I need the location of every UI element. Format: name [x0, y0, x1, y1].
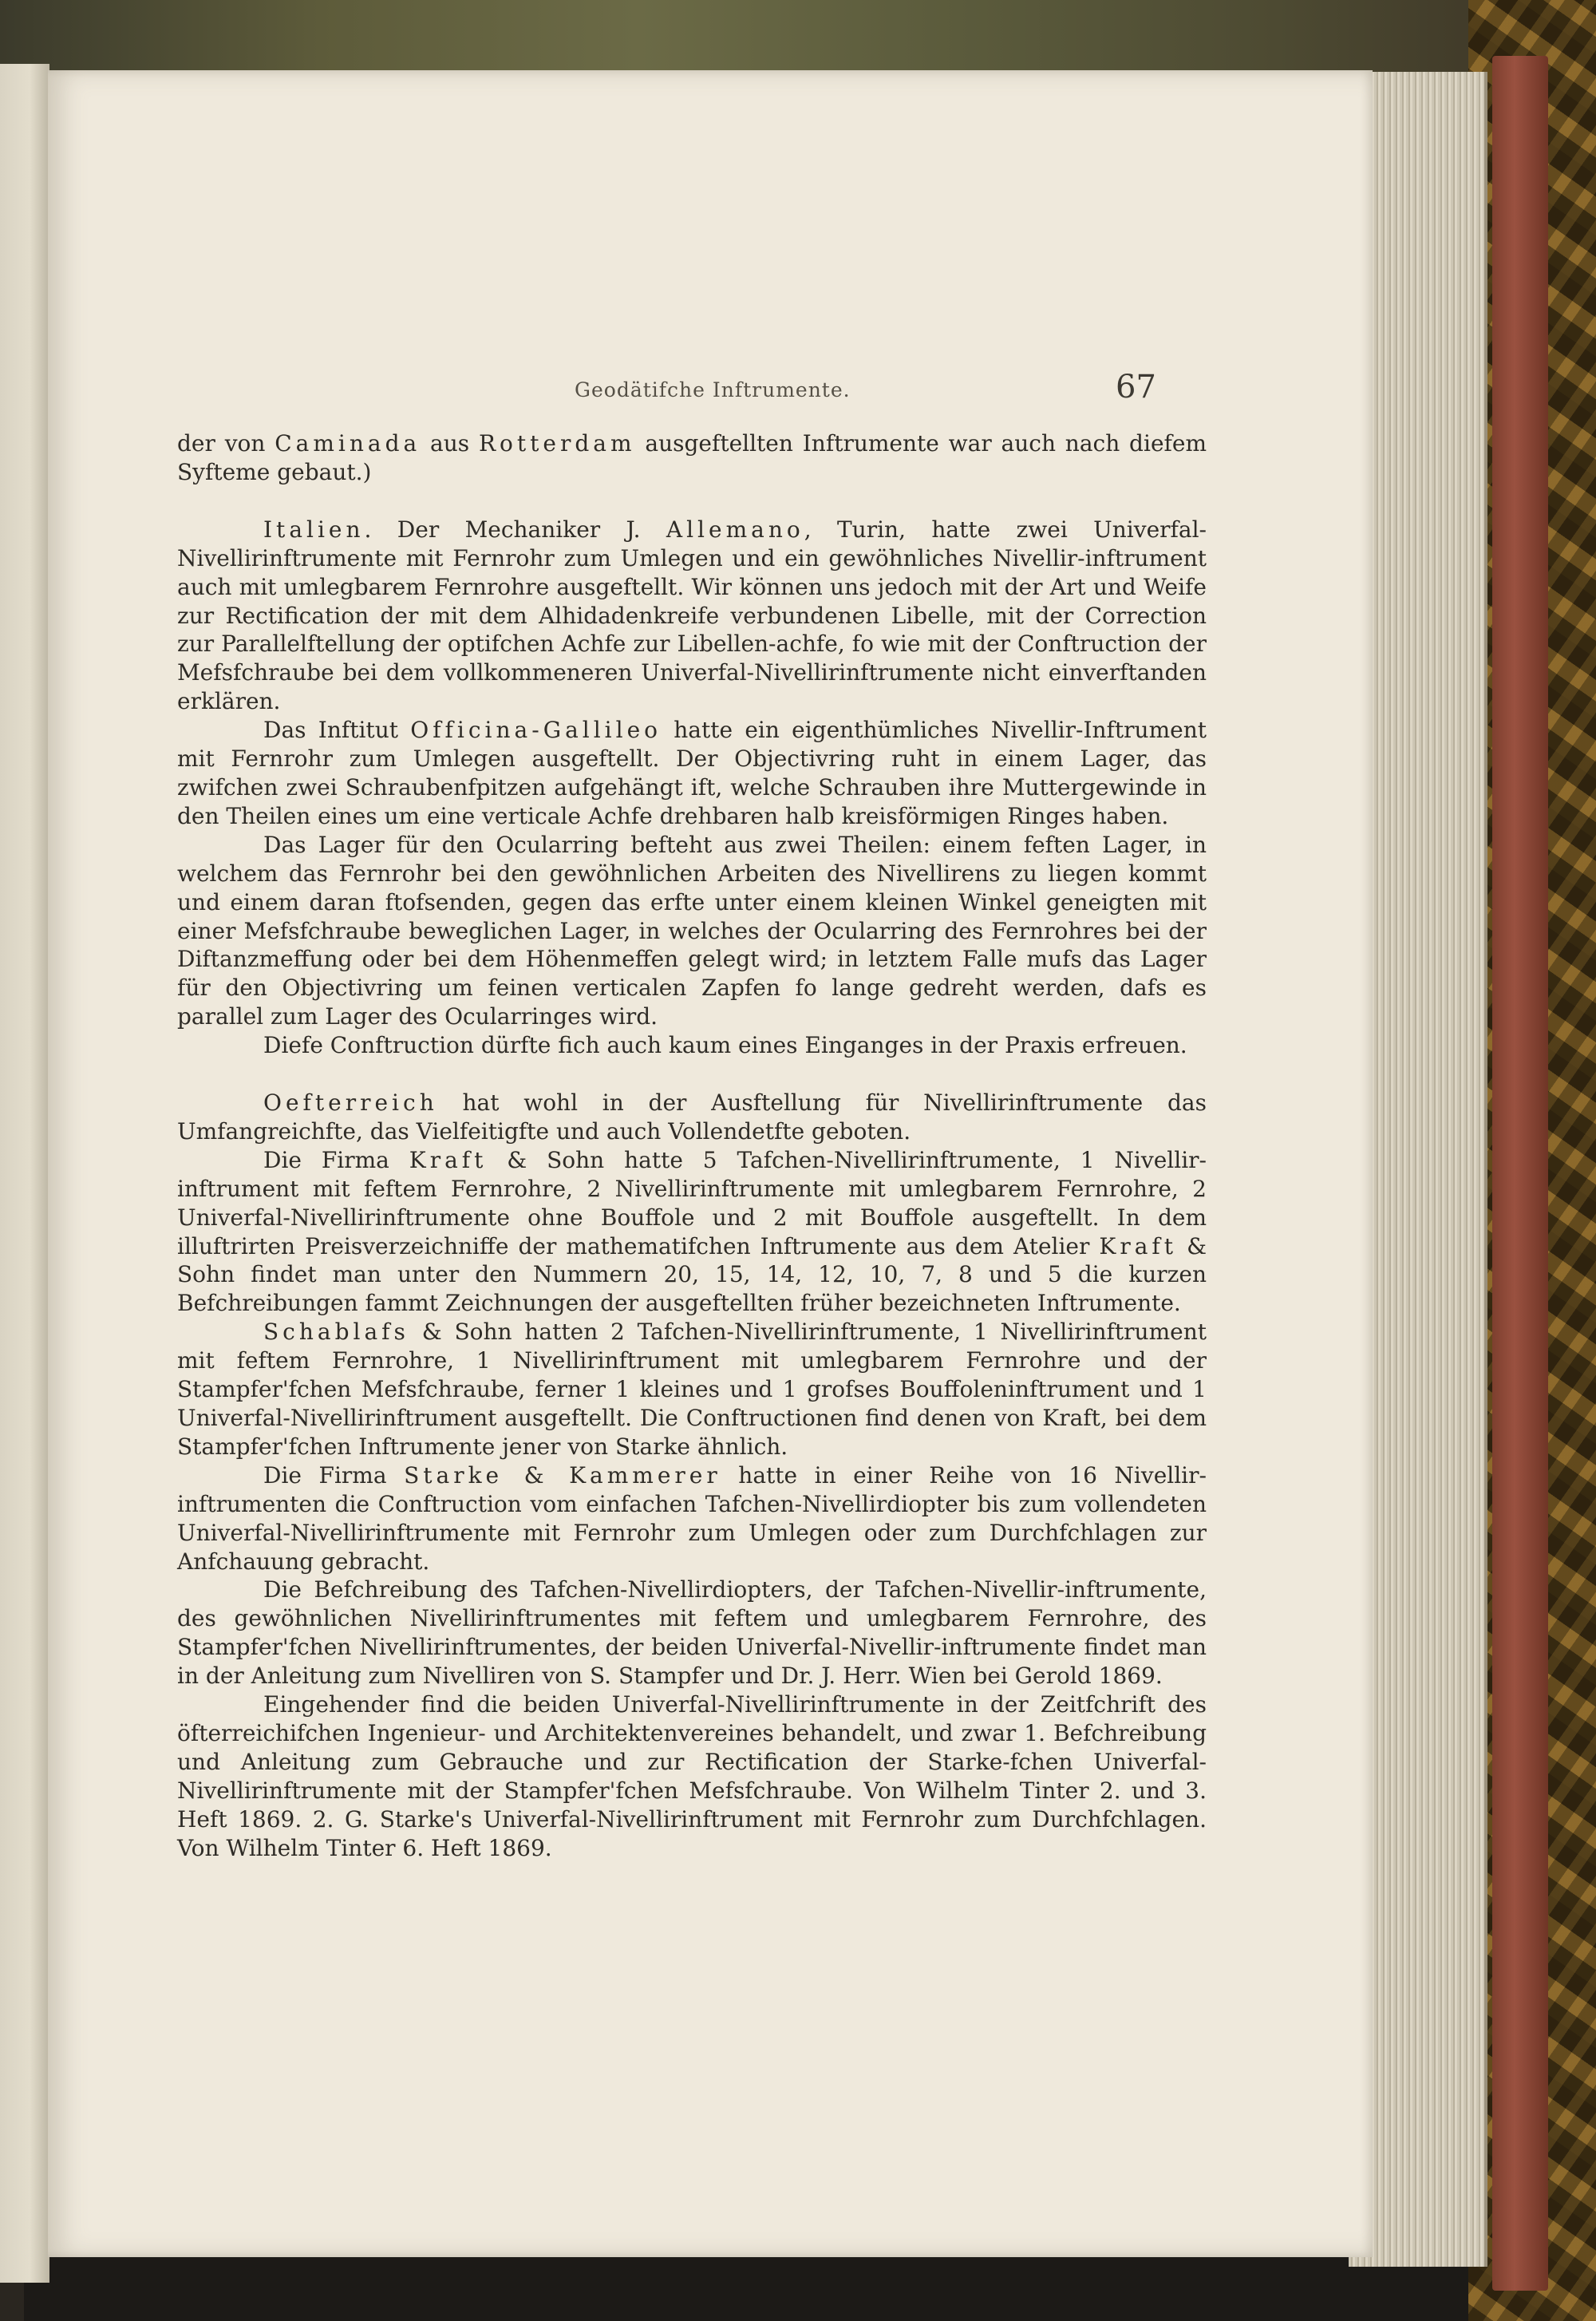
- cover-spine-edge: [1492, 56, 1548, 2291]
- paragraph-kraft: Die Firma Kraft & Sohn hatte 5 Tafchen-Nivellirinftrumente, 1 Nivellir-inftrument mit feftem Fernrohre, 2 Nivellirinftrumente mit umlegbarem Fernrohre, 2 Univerfal-Nivellirinftrumente ohne Bouffole und 2 mit Bouffole ausgeftellt. In dem illuftrirten Preisverzeichniffe der mathematifchen Inftrumente aus dem Atelier Kraft & Sohn findet man unter den Nummern 20, 15, 14, 12, 10, 7, 8 und 5 die kurzen Befchreibungen fammt Zeichnungen der ausgeftellten früher bezeichneten Inftrumente.: [177, 1146, 1207, 1317]
- paragraph-officina: Das Inftitut Officina-Gallileo hatte ein eigenthümliches Nivellir-Inftrument mit Fernrohr zum Umlegen ausgeftellt. Der Objectivring ruht in einem Lager, das zwifchen zwei Schraubenfpitzen aufgehängt ift, welche Schrauben ihre Muttergewinde in den Theilen eines um eine verticale Achfe drehbaren halb kreisförmigen Ringes haben.: [177, 717, 1207, 829]
- running-title: Geodätifche Inftrumente.: [575, 378, 851, 401]
- paragraph-schablafs: Schablafs & Sohn hatten 2 Tafchen-Nivellirinftrumente, 1 Nivellirinftrument mit feftem Fernrohre, 1 Nivellirinftrument mit umlegbarem Fernrohre und der Stampfer'fchen Mefsfchraube, ferner 1 kleines und 1 grofses Bouffoleninftrument und 1 Univerfal-Nivellirinftrument ausgeftellt. Die Conftructionen find denen von Kraft, bei dem Stampfer'fchen Inftrumente jener von Starke ähnlich.: [177, 1319, 1207, 1460]
- paragraph-befchreibung: Die Befchreibung des Tafchen-Nivellirdiopters, der Tafchen-Nivellir-inftrumente, des gewöhnlichen Nivellirinftrumentes mit feftem und umlegbarem Fernrohre, des Stampfer'fchen Nivellirinftrumentes, der beiden Univerfal-Nivellir-inftrumente findet man in der Anleitung zum Nivelliren von S. Stampfer und Dr. J. Herr. Wien bei Gerold 1869.: [177, 1576, 1207, 1690]
- paragraph-eingehender: Eingehender find die beiden Univerfal-Nivellirinftrumente in der Zeitfchrift des öfterreichifchen Ingenieur- und Architektenvereines behandelt, und zwar 1. Befchreibung und Anleitung zum Gebrauche und zur Rectification der Starke-fchen Univerfal-Nivellirinftrumente mit der Stampfer'fchen Mefsfchraube. Von Wilhelm Tinter 2. und 3. Heft 1869. 2. G. Starke's Univerfal-Nivellirinftrument mit Fernrohr zum Durchfchlagen. Von Wilhelm Tinter 6. Heft 1869.: [177, 1691, 1207, 1861]
- paragraph-conftruction: Diefe Conftruction dürfte fich auch kaum eines Einganges in der Praxis erfreuen.: [263, 1032, 1187, 1059]
- body-text: [177, 429, 1207, 1863]
- paragraph-starke: Die Firma Starke & Kammerer hatte in einer Reihe von 16 Nivellir-inftrumenten die Conftruction vom einfachen Tafchen-Nivellirdiopter bis zum vollendeten Univerfal-Nivellirinftrumente mit Fernrohr zum Umlegen oder zum Durchfchlagen zur Anfchauung gebracht.: [177, 1461, 1207, 1575]
- previous-page-edge: [0, 64, 49, 2283]
- paragraph-caminada: der von Caminada aus Rotterdam ausgeftellten Inftrumente war auch nach diefem Syfteme gebaut.): [177, 430, 1207, 485]
- running-head: [48, 369, 1373, 412]
- paragraph-lager: Das Lager für den Ocularring befteht aus zwei Theilen: einem feften Lager, in welchem das Fernrohr bei den gewöhnlichen Arbeiten des Nivellirens zu liegen kommt und einem daran ftofsenden, gegen das erfte unter einem kleinen Winkel geneigten mit einer Mefsfchraube beweglichen Lager, in welches der Ocularring des Fernrohres bei der Diftanzmeffung oder bei dem Höhenmeffen gelegt wird; in letztem Falle mufs das Lager für den Objectivring um feinen verticalen Zapfen fo lange gedreht werden, dafs es parallel zum Lager des Ocularringes wird.: [177, 831, 1207, 1030]
- paragraph-italien: Italien. Der Mechaniker J. Allemano, Turin, hatte zwei Univerfal-Nivellirinftrumente mit Fernrohr zum Umlegen und ein gewöhnliches Nivellir-inftrument auch mit umlegbarem Fernrohre ausgeftellt. Wir können uns jedoch mit der Art und Weife zur Rectification der mit dem Alhidadenkreife verbundenen Libelle, mit der Correction zur Parallelftellung der optifchen Achfe zur Libellen-achfe, fo wie mit der Conftruction der Mefsfchraube bei dem vollkommeneren Univerfal-Nivellirinftrumente nicht einverftanden erklären.: [177, 516, 1207, 715]
- book-page: [48, 70, 1373, 2257]
- paragraph-oefterreich: Oefterreich hat wohl in der Ausftellung für Nivellirinftrumente das Umfangreichfte, das Vielfeitigfte und auch Vollendetfte geboten.: [177, 1089, 1207, 1145]
- page-number: 67: [1116, 369, 1156, 405]
